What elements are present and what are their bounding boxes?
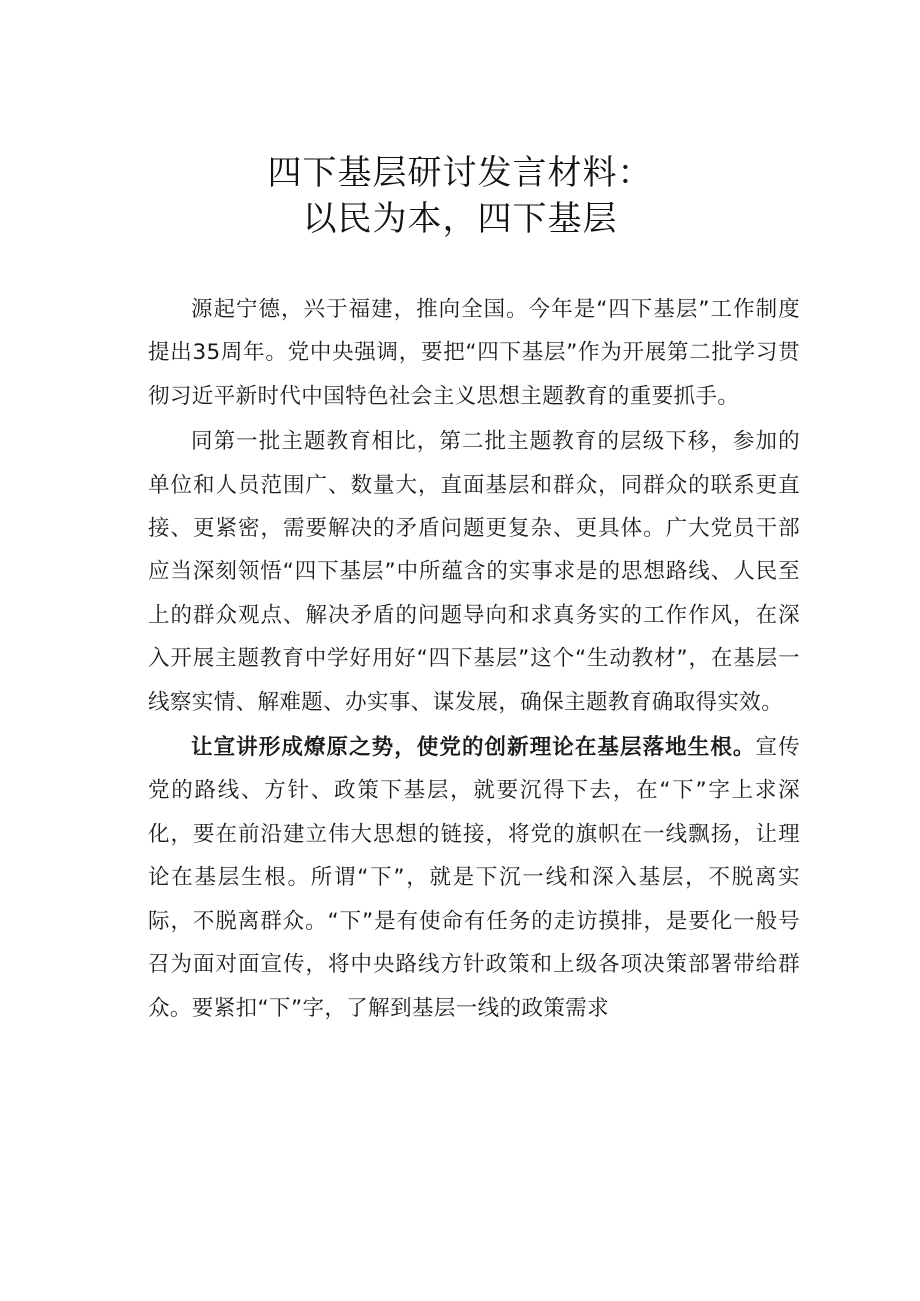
document-title bbox=[0, 150, 920, 242]
paragraph-3-lead-sentence: 让宣讲形成燎原之势，使党的创新理论在基层落地生根。 bbox=[191, 735, 756, 761]
paragraph-3 bbox=[148, 726, 800, 1030]
title-line-2: 以民为本，四下基层 bbox=[302, 199, 618, 239]
document-body bbox=[148, 288, 800, 1032]
paragraph-1-text: 源起宁德，兴于福建，推向全国。今年是“四下基层”工作制度提出35周年。党中央强调，要把“四下基层”作为开展第二批学习贯彻习近平新时代中国特色社会主义思想主题教育的重要抓手。 bbox=[148, 297, 800, 409]
paragraph-3-text: 宣传党的路线、方针、政策下基层，就要沉得下去，在“下”字上求深化，要在前沿建立伟大思想的链接，将党的旗帜在一线飘扬，让理论在基层生根。所谓“下”，就是下沉一线和深入基层，不脱离实际，不脱离群众。“下”是有使命有任务的走访摸排，是要化一般号召为面对面宣传，将中央路线方针政策和上级各项决策部署带给群众。要紧扣“下”字，了解到基层一线的政策需求 bbox=[148, 735, 800, 1021]
paragraph-2 bbox=[148, 420, 800, 724]
paragraph-2-text: 同第一批主题教育相比，第二批主题教育的层级下移，参加的单位和人员范围广、数量大，直面基层和群众，同群众的联系更直接、更紧密，需要解决的矛盾问题更复杂、更具体。广大党员干部应当深刻领悟“四下基层”中所蕴含的实事求是的思想路线、人民至上的群众观点、解决矛盾的问题导向和求真务实的工作作风，在深入开展主题教育中学好用好“四下基层”这个“生动教材”，在基层一线察实情、解难题、办实事、谋发展，确保主题教育确取得实效。 bbox=[148, 429, 800, 715]
paragraph-1 bbox=[148, 288, 800, 418]
title-line-1: 四下基层研讨发言材料： bbox=[267, 153, 653, 193]
